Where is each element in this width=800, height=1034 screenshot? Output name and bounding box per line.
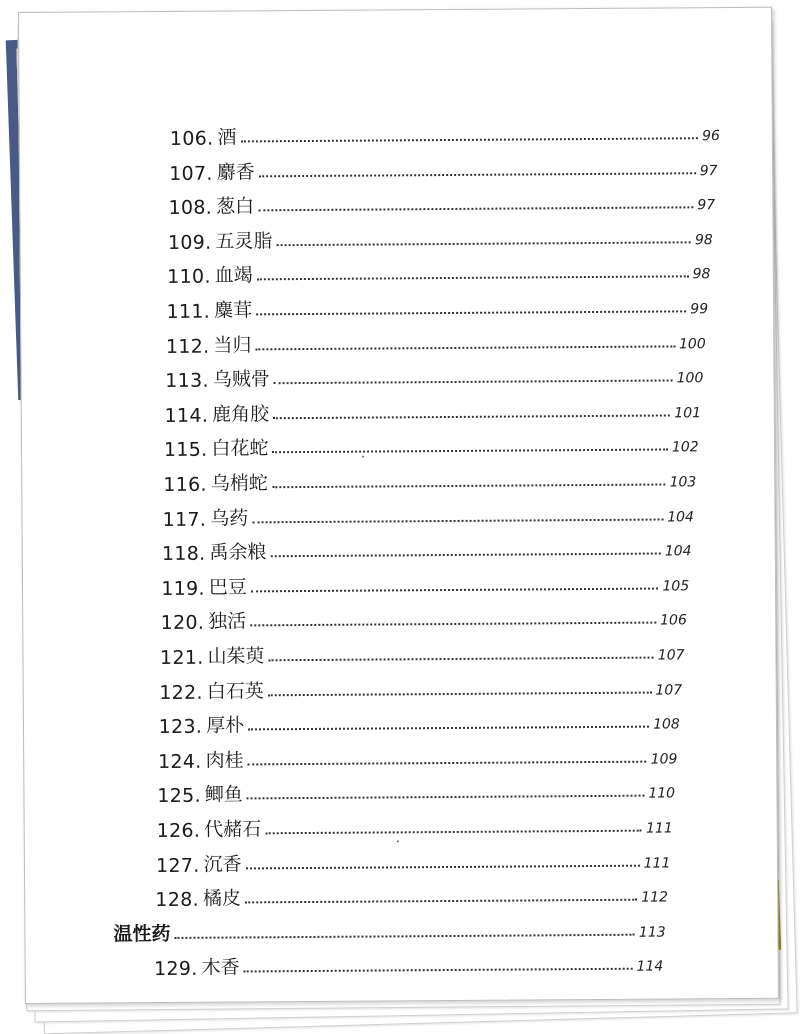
entry-number: 127. <box>155 854 200 877</box>
entry-title: 沉香 <box>203 853 242 876</box>
entry-number: 116. <box>163 473 207 496</box>
page-number: 110 <box>648 785 676 803</box>
leader-dots <box>259 172 696 177</box>
leader-dots <box>268 691 652 696</box>
leader-dots <box>269 657 654 662</box>
paper-speck <box>397 840 399 842</box>
entry-number: 113. <box>165 369 209 393</box>
leader-dots <box>244 968 633 973</box>
entry-title: 乌药 <box>210 506 249 530</box>
entry-number: 126. <box>156 819 201 843</box>
entry-title: 代赭石 <box>204 818 262 841</box>
leader-dots <box>240 137 698 142</box>
entry-title: 当归 <box>213 333 252 357</box>
page-number: 100 <box>678 335 706 352</box>
entry-title: 鲫鱼 <box>204 783 243 807</box>
entry-title: 禹余粮 <box>209 541 267 564</box>
entry-title: 厚朴 <box>206 714 245 737</box>
toc-entry <box>169 151 717 185</box>
page-number: 98 <box>692 266 711 283</box>
toc-entry <box>163 462 696 496</box>
page-number: 103 <box>669 474 697 491</box>
toc-entry <box>168 185 715 219</box>
entry-number: 129. <box>154 958 198 981</box>
entry-number: 128. <box>155 888 199 912</box>
leader-dots <box>174 934 634 939</box>
entry-number: 106. <box>169 127 214 150</box>
toc-entry <box>162 531 692 565</box>
page-number: 104 <box>664 543 692 560</box>
leader-dots <box>256 310 686 315</box>
leader-dots <box>257 276 689 281</box>
toc-entry <box>158 739 678 773</box>
entry-title: 血竭 <box>214 264 253 288</box>
leader-dots <box>248 726 649 731</box>
page-number: 105 <box>662 578 690 595</box>
page-number: 99 <box>690 301 709 318</box>
toc-entry <box>168 220 713 254</box>
entry-title: 麝香 <box>216 160 255 184</box>
toc-page <box>18 7 779 1004</box>
entry-number: 118. <box>161 542 206 566</box>
toc-entry <box>165 358 703 392</box>
leader-dots <box>252 518 663 523</box>
toc-entry <box>166 324 706 358</box>
leader-dots <box>272 483 666 488</box>
entry-number: 112. <box>165 335 210 358</box>
toc-entry <box>161 566 689 600</box>
toc-entry <box>164 428 699 462</box>
entry-title: 独活 <box>208 610 247 634</box>
page-number: 111 <box>643 855 671 872</box>
entry-number: 120. <box>160 612 205 635</box>
entry-number: 123. <box>158 715 203 739</box>
page-number: 106 <box>660 612 687 629</box>
leader-dots <box>251 587 659 592</box>
entry-title: 鹿角胶 <box>212 403 270 426</box>
entry-number: 108. <box>168 196 213 220</box>
entry-number: 110. <box>167 266 211 289</box>
entry-title: 白花蛇 <box>211 437 269 461</box>
page-number: 111 <box>645 820 673 837</box>
leader-dots <box>276 241 691 246</box>
leader-dots <box>258 206 693 211</box>
page-number: 96 <box>701 128 720 145</box>
toc-entry <box>170 116 720 150</box>
entry-number: 111. <box>166 300 211 323</box>
leader-dots <box>250 622 656 627</box>
entry-title: 白石英 <box>206 679 264 703</box>
toc-entry <box>167 255 710 289</box>
leader-dots <box>255 345 675 350</box>
entry-title: 山茱萸 <box>207 645 265 668</box>
page-number: 102 <box>671 439 699 456</box>
entry-title: 巴豆 <box>208 576 247 599</box>
toc-entry <box>159 670 682 704</box>
toc-entry <box>155 878 668 912</box>
page-number: 114 <box>636 958 664 976</box>
page-number: 98 <box>694 231 713 249</box>
entry-number: 117. <box>162 508 207 531</box>
leader-dots <box>245 899 637 904</box>
section-title: 温性药 <box>113 922 171 946</box>
entry-title: 麋茸 <box>214 299 253 322</box>
page-number: 97 <box>697 197 716 214</box>
entry-title: 木香 <box>201 956 240 980</box>
toc-section-row <box>113 912 665 946</box>
paper-speck <box>362 456 364 458</box>
toc-entry <box>166 289 708 323</box>
entry-number: 124. <box>157 750 202 773</box>
table-of-contents <box>19 8 778 1003</box>
entry-number: 109. <box>167 231 212 254</box>
toc-entry <box>157 808 673 842</box>
page-number: 101 <box>674 405 702 422</box>
entry-number: 115. <box>163 439 208 462</box>
toc-entry <box>161 601 687 635</box>
page-number: 108 <box>652 716 680 733</box>
page-number: 107 <box>655 681 683 699</box>
leader-dots <box>271 553 661 558</box>
leader-dots <box>248 760 647 765</box>
entry-title: 酒 <box>217 126 237 149</box>
toc-entry <box>157 774 675 808</box>
leader-dots <box>274 380 673 385</box>
toc-entry <box>156 843 670 877</box>
leader-dots <box>246 864 640 869</box>
entry-number: 114. <box>164 404 209 427</box>
toc-entry <box>154 947 663 981</box>
entry-number: 107. <box>169 162 213 185</box>
leader-dots <box>265 830 642 835</box>
toc-entry <box>164 393 701 427</box>
page-number: 97 <box>699 162 718 179</box>
page-number: 112 <box>641 889 669 906</box>
leader-dots <box>273 414 670 419</box>
toc-entry <box>163 497 694 531</box>
page-number: 100 <box>676 370 704 387</box>
entry-number: 119. <box>161 577 205 600</box>
toc-entry <box>160 635 685 669</box>
entry-title: 葱白 <box>215 195 255 218</box>
toc-entry <box>159 705 680 739</box>
entry-title: 五灵脂 <box>215 230 273 253</box>
leader-dots <box>272 449 667 454</box>
entry-number: 121. <box>159 646 204 670</box>
entry-number: 122. <box>159 681 203 704</box>
entry-title: 肉桂 <box>205 749 244 772</box>
page-number: 104 <box>667 508 694 526</box>
page-number: 107 <box>657 647 685 664</box>
page-number: 109 <box>650 751 678 768</box>
page-number: 113 <box>638 924 666 941</box>
entry-title: 乌贼骨 <box>212 368 270 391</box>
leader-dots <box>247 795 644 800</box>
entry-number: 125. <box>157 785 201 808</box>
entry-title: 橘皮 <box>202 887 241 910</box>
entry-title: 乌梢蛇 <box>210 472 268 495</box>
